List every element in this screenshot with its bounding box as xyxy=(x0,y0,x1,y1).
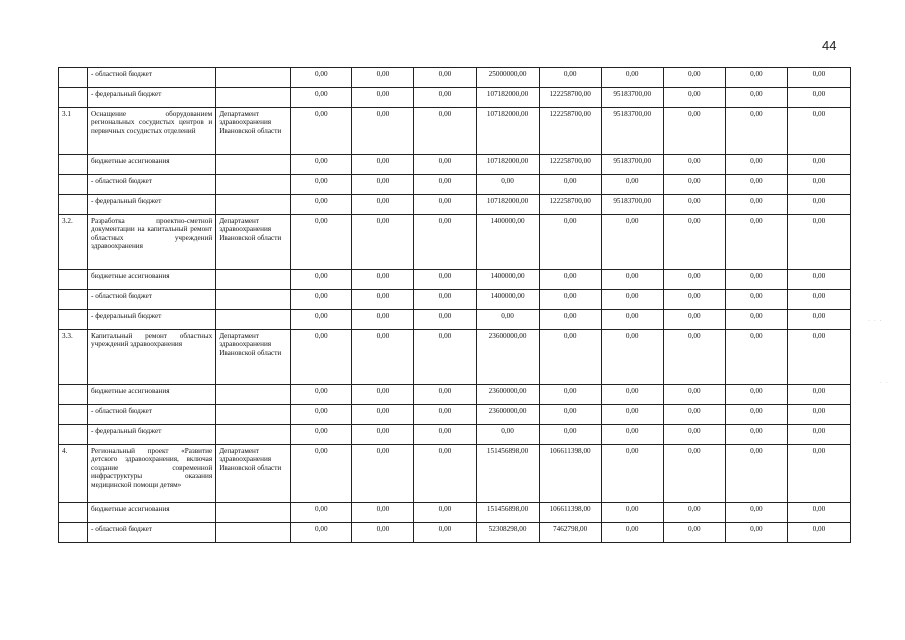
value-cell: 0,00 xyxy=(601,385,663,405)
value-cell: 0,00 xyxy=(663,68,725,88)
row-name: бюджетные ассигнования xyxy=(88,385,216,405)
value-cell: 106611398,00 xyxy=(539,503,601,523)
table-row xyxy=(59,445,851,503)
value-cell: 0,00 xyxy=(414,215,476,270)
value-cell: 0,00 xyxy=(787,175,850,195)
value-cell: 0,00 xyxy=(352,215,414,270)
value-cell: 0,00 xyxy=(725,503,787,523)
value-cell: 0,00 xyxy=(787,270,850,290)
value-cell: 0,00 xyxy=(663,405,725,425)
row-executor xyxy=(216,385,291,405)
value-cell: 0,00 xyxy=(725,405,787,425)
scan-artifact: · · · xyxy=(868,318,883,325)
row-number: 4. xyxy=(59,445,88,503)
value-cell: 0,00 xyxy=(725,290,787,310)
value-cell: 0,00 xyxy=(291,445,352,503)
value-cell: 0,00 xyxy=(352,108,414,155)
scan-artifact: · · xyxy=(880,380,889,387)
row-executor xyxy=(216,425,291,445)
value-cell: 0,00 xyxy=(539,290,601,310)
row-executor xyxy=(216,523,291,543)
value-cell: 0,00 xyxy=(787,290,850,310)
value-cell: 151456898,00 xyxy=(476,503,539,523)
value-cell: 0,00 xyxy=(291,330,352,385)
value-cell: 0,00 xyxy=(352,175,414,195)
row-name: Капитальный ремонт областных учреждений здравоохранения xyxy=(88,330,216,385)
value-cell: 0,00 xyxy=(539,215,601,270)
row-name: бюджетные ассигнования xyxy=(88,270,216,290)
value-cell: 0,00 xyxy=(352,88,414,108)
table-row xyxy=(59,68,851,88)
table-row xyxy=(59,108,851,155)
value-cell: 0,00 xyxy=(539,310,601,330)
value-cell: 1400000,00 xyxy=(476,270,539,290)
row-number xyxy=(59,68,88,88)
value-cell: 0,00 xyxy=(291,88,352,108)
value-cell: 107182000,00 xyxy=(476,108,539,155)
row-number xyxy=(59,405,88,425)
value-cell: 0,00 xyxy=(601,445,663,503)
table-row xyxy=(59,503,851,523)
table-body xyxy=(59,68,851,543)
value-cell: 0,00 xyxy=(291,270,352,290)
table-row xyxy=(59,195,851,215)
value-cell: 0,00 xyxy=(663,270,725,290)
value-cell: 0,00 xyxy=(291,195,352,215)
value-cell: 151456898,00 xyxy=(476,445,539,503)
value-cell: 0,00 xyxy=(539,330,601,385)
value-cell: 0,00 xyxy=(352,290,414,310)
value-cell: 0,00 xyxy=(787,405,850,425)
row-number xyxy=(59,88,88,108)
value-cell: 0,00 xyxy=(663,290,725,310)
row-executor xyxy=(216,270,291,290)
value-cell: 0,00 xyxy=(725,445,787,503)
row-name: - федеральный бюджет xyxy=(88,195,216,215)
value-cell: 0,00 xyxy=(291,310,352,330)
row-name: Разработка проектно-сметной документации на капитальный ремонт областных учреждений здравоохранения xyxy=(88,215,216,270)
value-cell: 0,00 xyxy=(414,523,476,543)
value-cell: 0,00 xyxy=(291,108,352,155)
value-cell: 0,00 xyxy=(663,215,725,270)
row-name: - федеральный бюджет xyxy=(88,88,216,108)
value-cell: 0,00 xyxy=(476,175,539,195)
value-cell: 0,00 xyxy=(414,88,476,108)
value-cell: 0,00 xyxy=(414,155,476,175)
value-cell: 0,00 xyxy=(539,175,601,195)
row-number xyxy=(59,503,88,523)
value-cell: 107182000,00 xyxy=(476,88,539,108)
value-cell: 95183700,00 xyxy=(601,88,663,108)
value-cell: 0,00 xyxy=(352,68,414,88)
value-cell: 0,00 xyxy=(291,155,352,175)
row-number xyxy=(59,175,88,195)
value-cell: 122258700,00 xyxy=(539,108,601,155)
row-name: - областной бюджет xyxy=(88,68,216,88)
row-name: Региональный проект «Развитие детского здравоохранения, включая создание современной инфраструктуры оказания медицинской помощи детям» xyxy=(88,445,216,503)
row-name: бюджетные ассигнования xyxy=(88,155,216,175)
value-cell: 0,00 xyxy=(476,310,539,330)
value-cell: 0,00 xyxy=(352,523,414,543)
value-cell: 52308298,00 xyxy=(476,523,539,543)
value-cell: 0,00 xyxy=(663,195,725,215)
value-cell: 0,00 xyxy=(787,88,850,108)
value-cell: 0,00 xyxy=(725,385,787,405)
value-cell: 0,00 xyxy=(352,425,414,445)
value-cell: 107182000,00 xyxy=(476,195,539,215)
value-cell: 122258700,00 xyxy=(539,155,601,175)
row-number: 3.2. xyxy=(59,215,88,270)
row-executor: Департамент здравоохранения Ивановской области xyxy=(216,215,291,270)
budget-table xyxy=(58,67,851,543)
value-cell: 0,00 xyxy=(787,215,850,270)
row-number xyxy=(59,290,88,310)
value-cell: 0,00 xyxy=(414,270,476,290)
value-cell: 0,00 xyxy=(601,270,663,290)
value-cell: 0,00 xyxy=(414,195,476,215)
row-number xyxy=(59,155,88,175)
value-cell: 0,00 xyxy=(601,503,663,523)
value-cell: 0,00 xyxy=(291,405,352,425)
table-row xyxy=(59,270,851,290)
row-number: 3.3. xyxy=(59,330,88,385)
value-cell: 0,00 xyxy=(601,175,663,195)
value-cell: 0,00 xyxy=(787,108,850,155)
value-cell: 0,00 xyxy=(725,523,787,543)
row-name: - областной бюджет xyxy=(88,523,216,543)
value-cell: 0,00 xyxy=(414,425,476,445)
value-cell: 0,00 xyxy=(663,425,725,445)
row-name: - федеральный бюджет xyxy=(88,310,216,330)
value-cell: 0,00 xyxy=(414,310,476,330)
value-cell: 0,00 xyxy=(663,330,725,385)
value-cell: 0,00 xyxy=(663,523,725,543)
value-cell: 0,00 xyxy=(352,405,414,425)
value-cell: 0,00 xyxy=(725,215,787,270)
value-cell: 0,00 xyxy=(787,385,850,405)
value-cell: 0,00 xyxy=(787,523,850,543)
row-number xyxy=(59,385,88,405)
value-cell: 23600000,00 xyxy=(476,330,539,385)
value-cell: 0,00 xyxy=(787,155,850,175)
value-cell: 0,00 xyxy=(725,175,787,195)
value-cell: 0,00 xyxy=(787,445,850,503)
table-row xyxy=(59,385,851,405)
row-name: - федеральный бюджет xyxy=(88,425,216,445)
value-cell: 0,00 xyxy=(787,310,850,330)
value-cell: 1400000,00 xyxy=(476,290,539,310)
value-cell: 0,00 xyxy=(539,405,601,425)
value-cell: 0,00 xyxy=(663,175,725,195)
value-cell: 0,00 xyxy=(291,523,352,543)
value-cell: 0,00 xyxy=(539,425,601,445)
row-number xyxy=(59,270,88,290)
table-row xyxy=(59,523,851,543)
value-cell: 0,00 xyxy=(663,503,725,523)
value-cell: 0,00 xyxy=(725,68,787,88)
row-executor: Департамент здравоохранения Ивановской области xyxy=(216,445,291,503)
value-cell: 0,00 xyxy=(291,290,352,310)
value-cell: 0,00 xyxy=(725,108,787,155)
value-cell: 122258700,00 xyxy=(539,88,601,108)
value-cell: 0,00 xyxy=(663,445,725,503)
value-cell: 0,00 xyxy=(414,503,476,523)
value-cell: 0,00 xyxy=(539,68,601,88)
value-cell: 0,00 xyxy=(663,385,725,405)
value-cell: 0,00 xyxy=(291,425,352,445)
row-name: Оснащение оборудованием региональных сосудистых центров и первичных сосудистых отделений xyxy=(88,108,216,155)
value-cell: 0,00 xyxy=(725,425,787,445)
value-cell: 0,00 xyxy=(539,270,601,290)
value-cell: 0,00 xyxy=(414,175,476,195)
row-executor xyxy=(216,195,291,215)
value-cell: 0,00 xyxy=(291,503,352,523)
value-cell: 0,00 xyxy=(601,425,663,445)
value-cell: 0,00 xyxy=(352,445,414,503)
value-cell: 0,00 xyxy=(291,385,352,405)
table-row xyxy=(59,425,851,445)
value-cell: 0,00 xyxy=(601,310,663,330)
row-number: 3.1 xyxy=(59,108,88,155)
value-cell: 0,00 xyxy=(787,503,850,523)
table-row xyxy=(59,175,851,195)
value-cell: 0,00 xyxy=(663,310,725,330)
value-cell: 0,00 xyxy=(414,405,476,425)
table-row xyxy=(59,290,851,310)
value-cell: 107182000,00 xyxy=(476,155,539,175)
value-cell: 0,00 xyxy=(787,330,850,385)
value-cell: 0,00 xyxy=(725,270,787,290)
value-cell: 0,00 xyxy=(601,68,663,88)
value-cell: 0,00 xyxy=(601,290,663,310)
table-row xyxy=(59,215,851,270)
value-cell: 0,00 xyxy=(414,385,476,405)
value-cell: 0,00 xyxy=(601,330,663,385)
row-executor xyxy=(216,175,291,195)
value-cell: 0,00 xyxy=(787,68,850,88)
value-cell: 0,00 xyxy=(414,68,476,88)
row-name: - областной бюджет xyxy=(88,405,216,425)
value-cell: 0,00 xyxy=(601,215,663,270)
value-cell: 0,00 xyxy=(414,290,476,310)
value-cell: 0,00 xyxy=(352,503,414,523)
table-row xyxy=(59,155,851,175)
row-executor xyxy=(216,88,291,108)
value-cell: 0,00 xyxy=(725,195,787,215)
value-cell: 0,00 xyxy=(352,330,414,385)
row-number xyxy=(59,310,88,330)
value-cell: 0,00 xyxy=(787,425,850,445)
row-number xyxy=(59,425,88,445)
value-cell: 0,00 xyxy=(725,310,787,330)
value-cell: 25000000,00 xyxy=(476,68,539,88)
row-number xyxy=(59,523,88,543)
table-row xyxy=(59,330,851,385)
value-cell: 0,00 xyxy=(291,68,352,88)
row-executor xyxy=(216,155,291,175)
row-name: - областной бюджет xyxy=(88,290,216,310)
value-cell: 95183700,00 xyxy=(601,195,663,215)
value-cell: 0,00 xyxy=(663,155,725,175)
value-cell: 0,00 xyxy=(414,108,476,155)
value-cell: 0,00 xyxy=(663,88,725,108)
value-cell: 1400000,00 xyxy=(476,215,539,270)
value-cell: 0,00 xyxy=(352,310,414,330)
row-executor xyxy=(216,68,291,88)
value-cell: 0,00 xyxy=(352,270,414,290)
value-cell: 0,00 xyxy=(352,195,414,215)
value-cell: 106611398,00 xyxy=(539,445,601,503)
table-row xyxy=(59,310,851,330)
value-cell: 0,00 xyxy=(663,108,725,155)
value-cell: 7462798,00 xyxy=(539,523,601,543)
value-cell: 0,00 xyxy=(787,195,850,215)
table-row xyxy=(59,88,851,108)
value-cell: 23600000,00 xyxy=(476,385,539,405)
value-cell: 0,00 xyxy=(414,445,476,503)
value-cell: 0,00 xyxy=(725,155,787,175)
value-cell: 95183700,00 xyxy=(601,108,663,155)
page-number: 44 xyxy=(822,38,837,53)
row-executor: Департамент здравоохранения Ивановской области xyxy=(216,108,291,155)
row-name: бюджетные ассигнования xyxy=(88,503,216,523)
value-cell: 0,00 xyxy=(291,175,352,195)
row-executor: Департамент здравоохранения Ивановской области xyxy=(216,330,291,385)
row-executor xyxy=(216,405,291,425)
value-cell: 0,00 xyxy=(601,405,663,425)
value-cell: 0,00 xyxy=(352,385,414,405)
value-cell: 0,00 xyxy=(601,523,663,543)
value-cell: 0,00 xyxy=(291,215,352,270)
row-executor xyxy=(216,290,291,310)
value-cell: 23600000,00 xyxy=(476,405,539,425)
row-executor xyxy=(216,310,291,330)
value-cell: 0,00 xyxy=(725,88,787,108)
row-name: - областной бюджет xyxy=(88,175,216,195)
value-cell: 0,00 xyxy=(539,385,601,405)
table-row xyxy=(59,405,851,425)
value-cell: 0,00 xyxy=(725,330,787,385)
value-cell: 0,00 xyxy=(476,425,539,445)
row-executor xyxy=(216,503,291,523)
value-cell: 0,00 xyxy=(352,155,414,175)
value-cell: 95183700,00 xyxy=(601,155,663,175)
row-number xyxy=(59,195,88,215)
value-cell: 0,00 xyxy=(414,330,476,385)
value-cell: 122258700,00 xyxy=(539,195,601,215)
